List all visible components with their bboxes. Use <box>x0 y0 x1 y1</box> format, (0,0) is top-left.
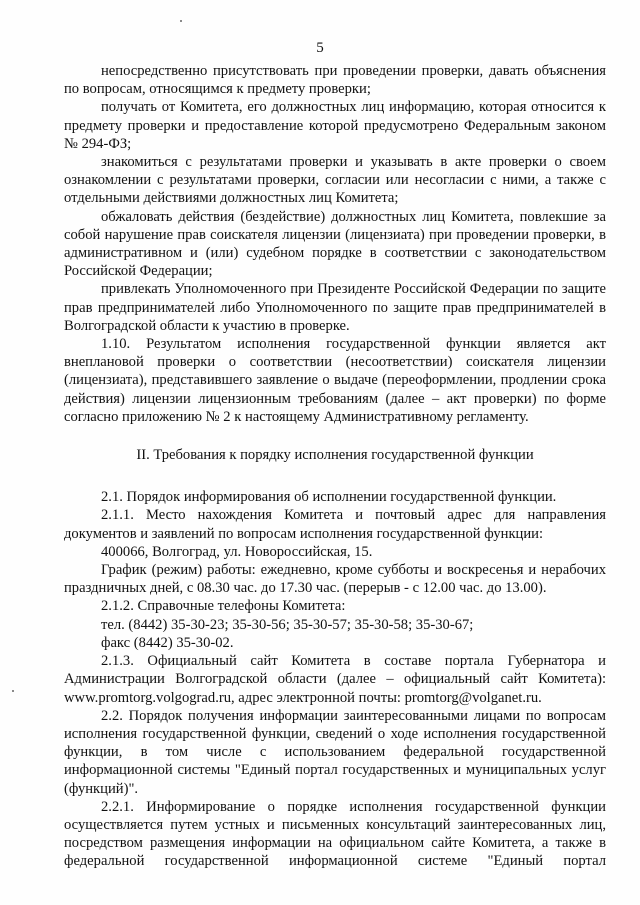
paragraph: факс (8442) 35-30-02. <box>101 634 234 651</box>
paragraph: 2.1.1. Место нахождения Комитета и почтовый адрес для направления документов и заявлений по вопросам исполнения государственной функции: <box>64 507 606 542</box>
paragraph: непосредственно присутствовать при проведении проверки, давать объяснения по вопросам, относящимся к предмету проверки; <box>64 63 606 98</box>
paragraph: знакомиться с результатами проверки и указывать в акте проверки о своем ознакомлении с результатами проверки, согласии или несогласии с ними, а также с отдельными действиями должностных лиц Комитета; <box>64 154 606 207</box>
paragraph: получать от Комитета, его должностных лиц информацию, которая относится к предмету проверки и предоставление которой предусмотрено Федеральным законом № 294-ФЗ; <box>64 99 606 152</box>
paragraph: 2.2.1. Информирование о порядке исполнения государственной функции осуществляется путем устных и письменных консультаций заинтересованных лиц, посредством размещения информации на официальном сайте Комитета, а также в федеральной государственной информационной системе "Единый портал <box>64 798 606 870</box>
spacer <box>64 464 606 488</box>
paragraph: привлекать Уполномоченного при Президенте Российской Федерации по защите прав предпринимателей либо Уполномоченного по защите прав предпринимателей в Волгоградской области к участию в проверке. <box>64 281 606 334</box>
section-heading: II. Требования к порядку исполнения государственной функции <box>136 447 534 464</box>
paragraph: 2.1.2. Справочные телефоны Комитета: <box>101 598 346 615</box>
paragraph: График (режим) работы: ежедневно, кроме субботы и воскресенья и нерабочих праздничных дней, с 08.30 час. до 17.30 час. (перерыв - с 12.00 час. до 13.00). <box>64 562 606 597</box>
paragraph: 2.2. Порядок получения информации заинтересованными лицами по вопросам исполнения государственной функции, сведений о ходе исполнения государственной функции, в том числе с использованием федеральной государственной информационной системы "Единый портал государственных и муниципальных услуг (функций)". <box>64 707 606 797</box>
paragraph: обжаловать действия (бездействие) должностных лиц Комитета, повлекшие за собой нарушение прав соискателя лицензии (лицензиата) при проведении проверки, в административном и (или) судебном порядке в соответствии с законодательством Российской Федерации; <box>64 208 606 280</box>
paragraph: 2.1.3. Официальный сайт Комитета в составе портала Губернатора и Администрации Волгоградской области (далее – официальный сайт Комитета): www.promtorg.volgograd.ru, адрес электронной почты: promtorg@volganet.ru. <box>64 653 606 706</box>
scan-speck <box>12 690 14 692</box>
spacer <box>64 426 606 446</box>
paragraph: 400066, Волгоград, ул. Новороссийская, 15. <box>101 543 373 560</box>
page-number: 5 <box>316 40 324 56</box>
paragraph: тел. (8442) 35-30-23; 35-30-56; 35-30-57; 35-30-58; 35-30-67; <box>101 616 474 633</box>
scan-speck <box>180 20 182 22</box>
document-body <box>64 62 606 871</box>
paragraph: 1.10. Результатом исполнения государственной функции является акт внеплановой проверки о соответствии (несоответствии) соискателя лицензии (лицензиата), представившего заявление о выдаче (переоформлении, продлении срока действия) лицензии лицензионным требованиям (далее – акт проверки) по форме согласно приложению № 2 к настоящему Административному регламенту. <box>64 336 606 425</box>
paragraph: 2.1. Порядок информирования об исполнении государственной функции. <box>101 489 557 506</box>
